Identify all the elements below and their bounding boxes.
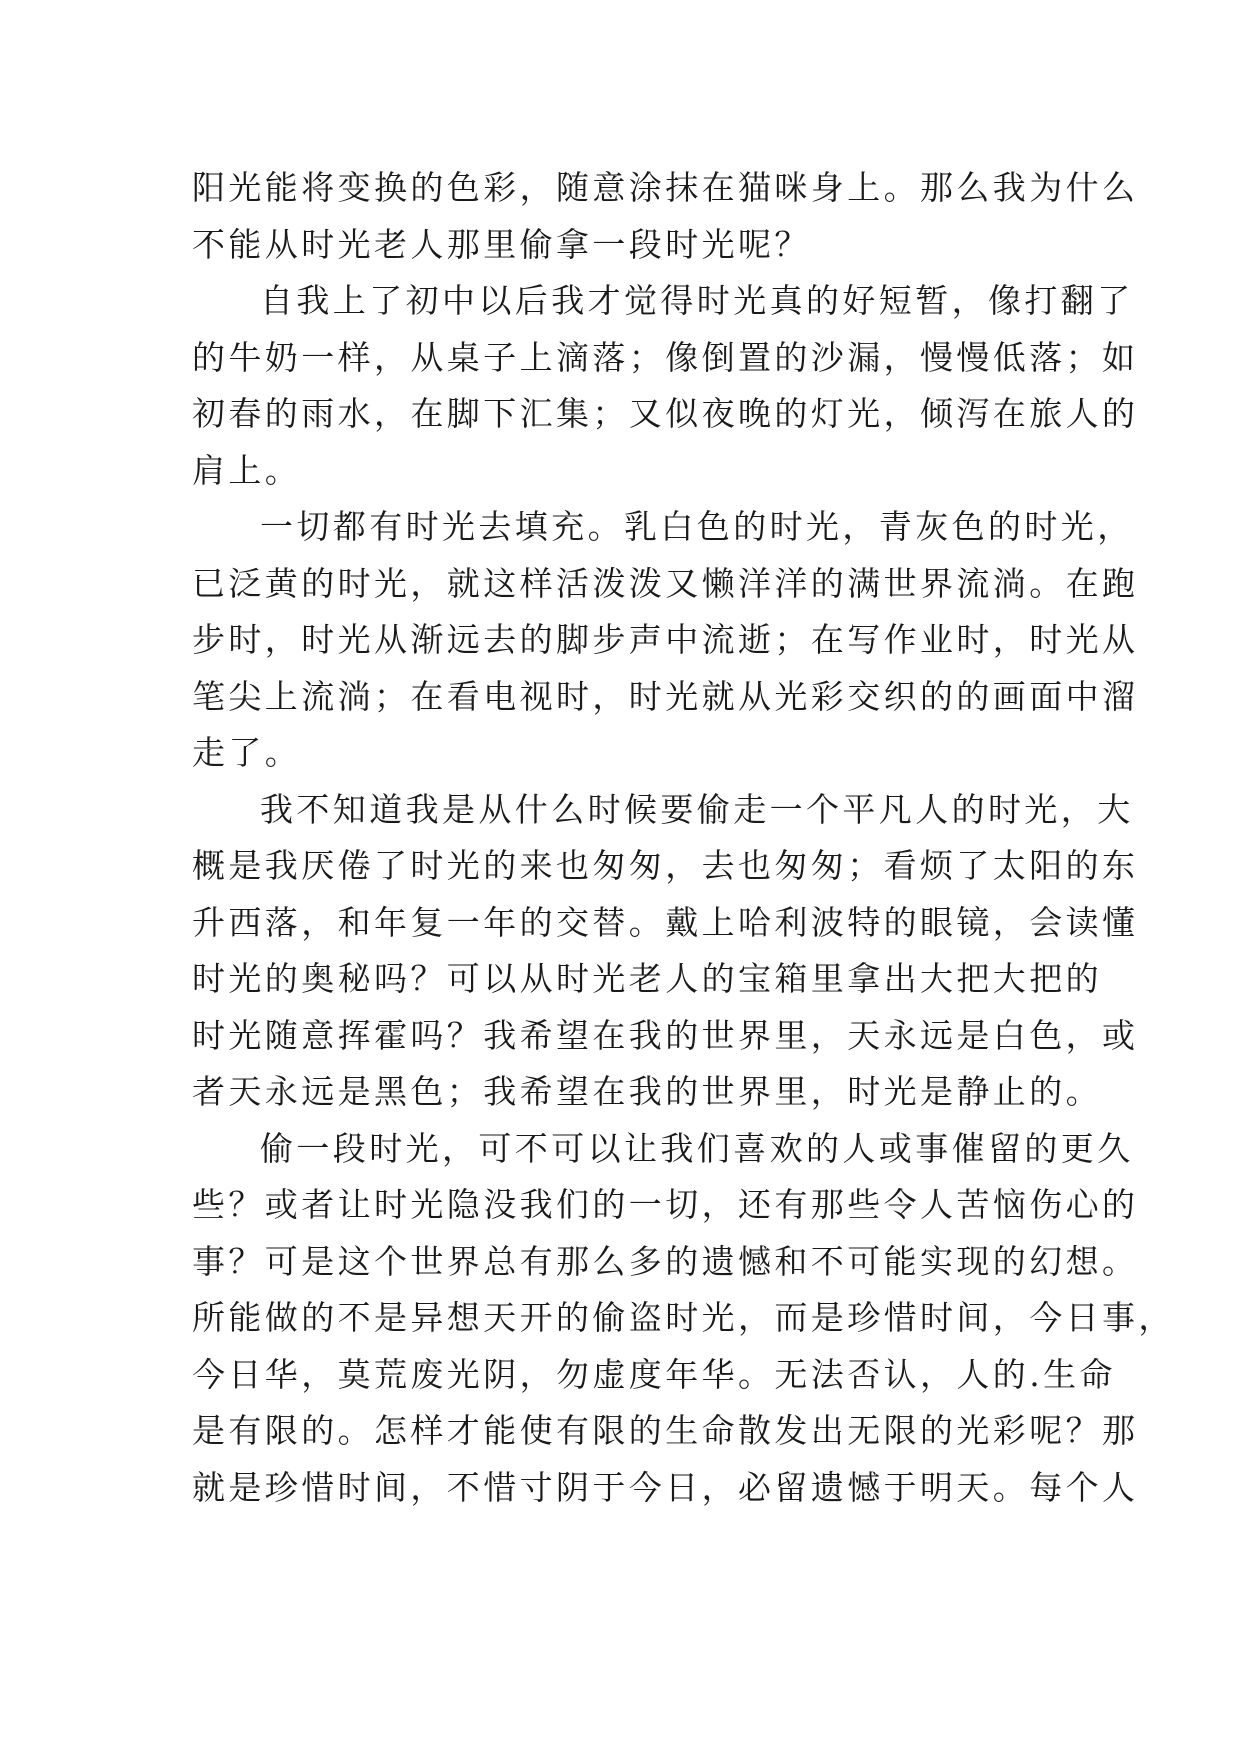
- text-line: 者天永远是黑色；我希望在我的世界里，时光是静止的。: [192, 1072, 1102, 1111]
- paragraph-3: [192, 499, 1139, 782]
- text-line: 已泛黄的时光，就这样活泼泼又懒洋洋的满世界流淌。在跑: [192, 563, 1139, 603]
- text-line: 笔尖上流淌；在看电视时，时光就从光彩交织的的画面中溜: [192, 676, 1139, 716]
- text-line: 一切都有时光去填充。乳白色的时光，青灰色的时光，: [260, 507, 1134, 546]
- text-line: 阳光能将变换的色彩，随意涂抹在猫咪身上。那么我为什么: [192, 168, 1139, 207]
- text-line: 些？或者让时光隐没我们的一切，还有那些令人苦恼伤心的: [192, 1185, 1139, 1224]
- text-line: 时光随意挥霍吗？我希望在我的世界里，天永远是白色，或: [192, 1015, 1139, 1055]
- paragraph-2: [192, 273, 1139, 499]
- text-line: 步时，时光从渐远去的脚步声中流逝；在写作业时，时光从: [192, 620, 1139, 659]
- text-line: 不能从时光老人那里偷拿一段时光呢？: [192, 224, 811, 264]
- text-line: 偷一段时光，可不可以让我们喜欢的人或事催留的更久: [260, 1128, 1134, 1168]
- text-line: 自我上了初中以后我才觉得时光真的好短暂，像打翻了: [260, 281, 1134, 320]
- text-line: 走了。: [192, 733, 302, 772]
- text-line: 所能做的不是异想天开的偷盗时光，而是珍惜时间，今日事，: [192, 1298, 1175, 1337]
- paragraph-5: [192, 1121, 1175, 1517]
- text-line: 初春的雨水，在脚下汇集；又似夜晚的灯光，倾泻在旅人的: [192, 394, 1139, 433]
- text-line: 事？可是这个世界总有那么多的遗憾和不可能实现的幻想。: [192, 1241, 1139, 1281]
- text-line: 是有限的。怎样才能使有限的生命散发出无限的光彩呢？那: [192, 1411, 1139, 1450]
- text-line: 今日华，莫荒废光阴，勿虚度年华。无法否认，人的.生命: [192, 1354, 1116, 1394]
- text-line: 升西落，和年复一年的交替。戴上哈利波特的眼镜，会读懂: [192, 902, 1139, 942]
- document-body: [192, 160, 1175, 1516]
- text-line: 就是珍惜时间，不惜寸阴于今日，必留遗憾于明天。每个人: [192, 1467, 1139, 1507]
- text-line: 肩上。: [192, 450, 302, 490]
- text-line: 时光的奥秘吗？可以从时光老人的宝箱里拿出大把大把的: [192, 959, 1102, 998]
- text-line: 概是我厌倦了时光的来也匆匆，去也匆匆；看烦了太阳的东: [192, 846, 1139, 885]
- paragraph-1: [192, 160, 1139, 273]
- text-line: 的牛奶一样，从桌子上滴落；像倒置的沙漏，慢慢低落；如: [192, 337, 1139, 377]
- text-line: 我不知道我是从什么时候要偷走一个平凡人的时光，大: [260, 789, 1134, 829]
- paragraph-4: [192, 782, 1139, 1121]
